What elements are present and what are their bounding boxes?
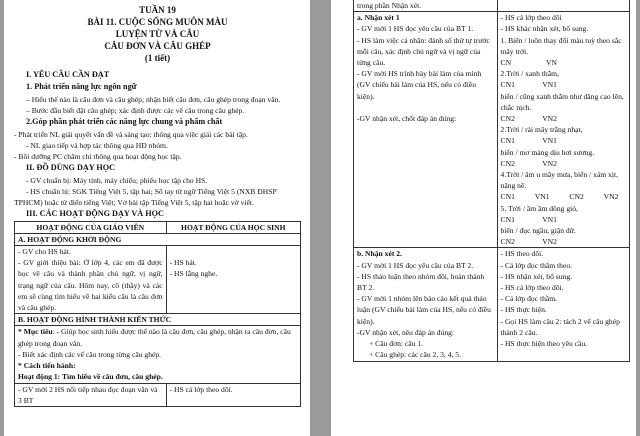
activity-b-teacher: - GV mời 2 HS nối tiếp nhau đọc đoạn văn và 3 BT <box>15 383 167 406</box>
teacher-step: - GV mời 1 nhóm lên báo cáo kết quả thảo luận (GV chiếu bài làm của HS, nếu có điều kiện). <box>357 294 491 326</box>
label-vn2: VN2 <box>542 114 557 124</box>
label-cn2: CN2 <box>500 158 515 168</box>
sentence-3-tail: biển / mơ màng dịu hơi sương. <box>500 147 595 157</box>
materials-line: - GV chuẩn bị: Máy tính, máy chiếu; phiếu học tập cho HS. <box>26 175 208 185</box>
method-label: * Cách tiến hành: <box>18 361 76 371</box>
activity-b-goals <box>15 326 301 383</box>
sentence-3: 2.Trời / rải mây trắng nhạt, <box>500 125 583 135</box>
objective-line: – Hiểu thế nào là câu đơn và câu ghép; nhận biết câu đơn, câu ghép trong đoạn văn. <box>26 94 281 104</box>
teacher-step: - GV mời HS trình bày bài làm của mình (GV chiếu bài làm của HS, nếu có điều kiện). <box>357 69 482 101</box>
student-step: - HS lắng nghe. <box>169 269 218 279</box>
section-2-heading: II. ĐỒ DÙNG DẠY HỌC <box>26 163 116 173</box>
objective-line: – Bước đầu biết đặt câu ghép; xác định được các vế câu trong câu ghép. <box>26 106 245 116</box>
section-1-1-heading: 1. Phát triển năng lực ngôn ngữ <box>26 82 137 92</box>
competency-line: - Phát triển NL giải quyết vấn đề và sáng tạo: thông qua việc giải các bài tập. <box>14 129 248 139</box>
note-2-teacher <box>354 248 498 361</box>
week-label: TUẦN 19 <box>139 5 176 15</box>
teacher-step: - GV cho HS hát. <box>18 247 71 257</box>
label-cn2: CN2 <box>500 114 515 124</box>
materials-line: - HS chuẩn bị: SGK Tiếng Việt 5, tập hai; Sổ tay từ ngữ Tiếng Việt 5 (NXB ĐHSP <box>26 186 277 196</box>
sentence-1: 1. Biển / luôn thay đổi màu tuỳ theo sắc mây trời. <box>500 35 622 56</box>
sentence-4: 4.Trời / âm u mây mưa, biển / xám xịt, nặng nề. <box>500 170 619 191</box>
activity-a-heading: A. HOẠT ĐỘNG KHỞI ĐỘNG <box>15 233 301 245</box>
teacher-step: - GV mời 1 HS đọc yêu cầu của BT 2. <box>357 260 474 270</box>
section-1-2-heading: 2.Góp phần phát triển các năng lực chung và phẩm chất <box>26 117 223 127</box>
table-header-student: HOẠT ĐỘNG CỦA HỌC SINH <box>166 221 300 233</box>
student-step: - Cả lớp đọc thầm. <box>500 294 558 304</box>
student-step: - HS thực hiện theo yêu cầu. <box>500 339 588 349</box>
student-step: - HS nhận xét, bổ sung. <box>500 271 573 281</box>
lesson-title: BÀI 11. CUỘC SỐNG MUÔN MÀU <box>87 17 228 27</box>
activity-table-continued <box>353 0 630 362</box>
answer-line: + Câu đơn: câu 1. <box>369 339 424 349</box>
label-vn1: VN1 <box>542 80 557 90</box>
duration: (1 tiết) <box>144 53 171 63</box>
student-step: - HS hát. <box>169 258 197 268</box>
competency-line: - NL giao tiếp và hợp tác thông qua HĐ nhóm. <box>26 140 168 150</box>
teacher-step: -GV nhận xét, nêu đáp án đúng: <box>357 327 455 337</box>
label-vn2: VN2 <box>542 237 557 247</box>
label-vn2: VN2 <box>603 192 619 202</box>
sentence-2-tail: biển / cũng xanh thẳm như dâng cao lên, chắc nịch. <box>500 91 624 112</box>
student-step: - Cả lớp đọc thầm theo. <box>500 260 573 270</box>
label-cn1: CN1 <box>500 80 515 90</box>
topic-title: CÂU ĐƠN VÀ CÂU GHÉP <box>104 41 211 51</box>
table-header-teacher: HOẠT ĐỘNG CỦA GIÁO VIÊN <box>15 221 167 233</box>
activity-table <box>14 221 301 407</box>
note-1-teacher <box>354 12 498 248</box>
section-1-heading: I. YÊU CẦU CẦN ĐẠT <box>26 70 110 79</box>
teacher-step: - HS thảo luận theo nhóm đôi, hoàn thành BT 2. <box>357 271 485 293</box>
label-vn1: VN1 <box>534 192 550 202</box>
label-vn: VN <box>546 58 557 68</box>
label-cn: CN <box>500 58 512 68</box>
student-step: - HS khác nhận xét, bổ sung. <box>500 24 589 34</box>
teacher-step: - GV mời 1 HS đọc yêu cầu của BT 1. <box>357 24 474 34</box>
section-3-heading: III. CÁC HOẠT ĐỘNG DẠY VÀ HỌC <box>26 209 164 219</box>
label-cn1: CN1 <box>500 214 515 224</box>
goal-text: : - Giúp học sinh hiểu được thế nào là câu đơn, câu ghép, nhận ra câu đơn, câu ghép trong đoạn văn. <box>18 327 291 348</box>
continued-student-cell <box>497 0 629 12</box>
activity-1-title: Hoạt động 1: Tìm hiểu về câu đơn, câu ghép. <box>18 372 163 382</box>
student-step: - HS cả lớp theo dõi <box>500 13 562 23</box>
answer-line: + Câu ghép: các câu 2, 3, 4, 5. <box>369 350 462 360</box>
competency-line: - Bồi dưỡng PC chăm chỉ thông qua hoạt động học tập. <box>14 152 182 162</box>
student-step: - Gọi HS làm câu 2: tách 2 vế câu ghép thành 2 câu. <box>500 316 620 337</box>
student-step: - HS thực hiện. <box>500 305 547 315</box>
student-step: - HS theo dõi. <box>500 249 544 259</box>
teacher-step: - HS làm việc cá nhân: đánh số thứ tự trước mỗi câu, xác định chủ ngữ và vị ngữ của từng câu. <box>357 35 490 68</box>
student-step: - HS cả lớp theo dõi. <box>500 283 564 293</box>
note-1-heading: a. Nhận xét 1 <box>357 13 400 23</box>
materials-line: TPHCM) hoặc từ điển tiếng Việt; Vở bài tập Tiếng Việt 5, tập hai hoặc vở viết. <box>14 198 254 208</box>
continued-teacher-cell: trong phần Nhận xét. <box>354 0 498 12</box>
note-1-student <box>497 12 629 248</box>
teacher-step: - GV giới thiệu bài: Ở lớp 4, các em đã được học về câu và thành phần chủ ngữ, vị ngữ, trạng ngữ của câu. Hôm nay, cô (thầy) và các em sẽ cùng tìm hiểu về hai kiểu câu là câu đơn và câu ghép. <box>18 258 163 313</box>
sentence-5-tail: biển / đục ngầu, giận dữ. <box>500 226 576 236</box>
activity-a-teacher <box>15 246 167 314</box>
goal-text-2: - Biết xác định các vế câu trong từng câu ghép. <box>18 349 162 359</box>
document-page-right <box>331 0 636 436</box>
label-vn2: VN2 <box>542 158 557 168</box>
activity-b-heading: B. HOẠT ĐỘNG HÌNH THÀNH KIẾN THỨC <box>15 314 301 326</box>
document-page-left <box>4 0 310 436</box>
teacher-step: -GV nhận xét, chốt đáp án đúng: <box>357 113 457 123</box>
activity-a-student <box>166 246 300 314</box>
goal-label: * Mục tiêu <box>18 327 53 337</box>
label-vn1: VN1 <box>542 214 557 224</box>
label-cn1: CN1 <box>500 136 515 146</box>
sentence-2: 2.Trời / xanh thẳm, <box>500 69 559 79</box>
activity-b-student: - HS cả lớp theo dõi. <box>166 383 300 406</box>
sentence-5: 5. Trời / ầm ầm dông gió, <box>500 203 578 213</box>
label-cn1: CN1 <box>500 192 515 202</box>
label-cn2: CN2 <box>500 237 515 247</box>
label-cn2: CN2 <box>569 192 584 202</box>
label-vn1: VN1 <box>542 136 557 146</box>
subject-title: LUYỆN TỪ VÀ CÂU <box>115 29 200 39</box>
note-2-heading: b. Nhận xét 2. <box>357 249 402 259</box>
note-2-student <box>497 248 629 361</box>
